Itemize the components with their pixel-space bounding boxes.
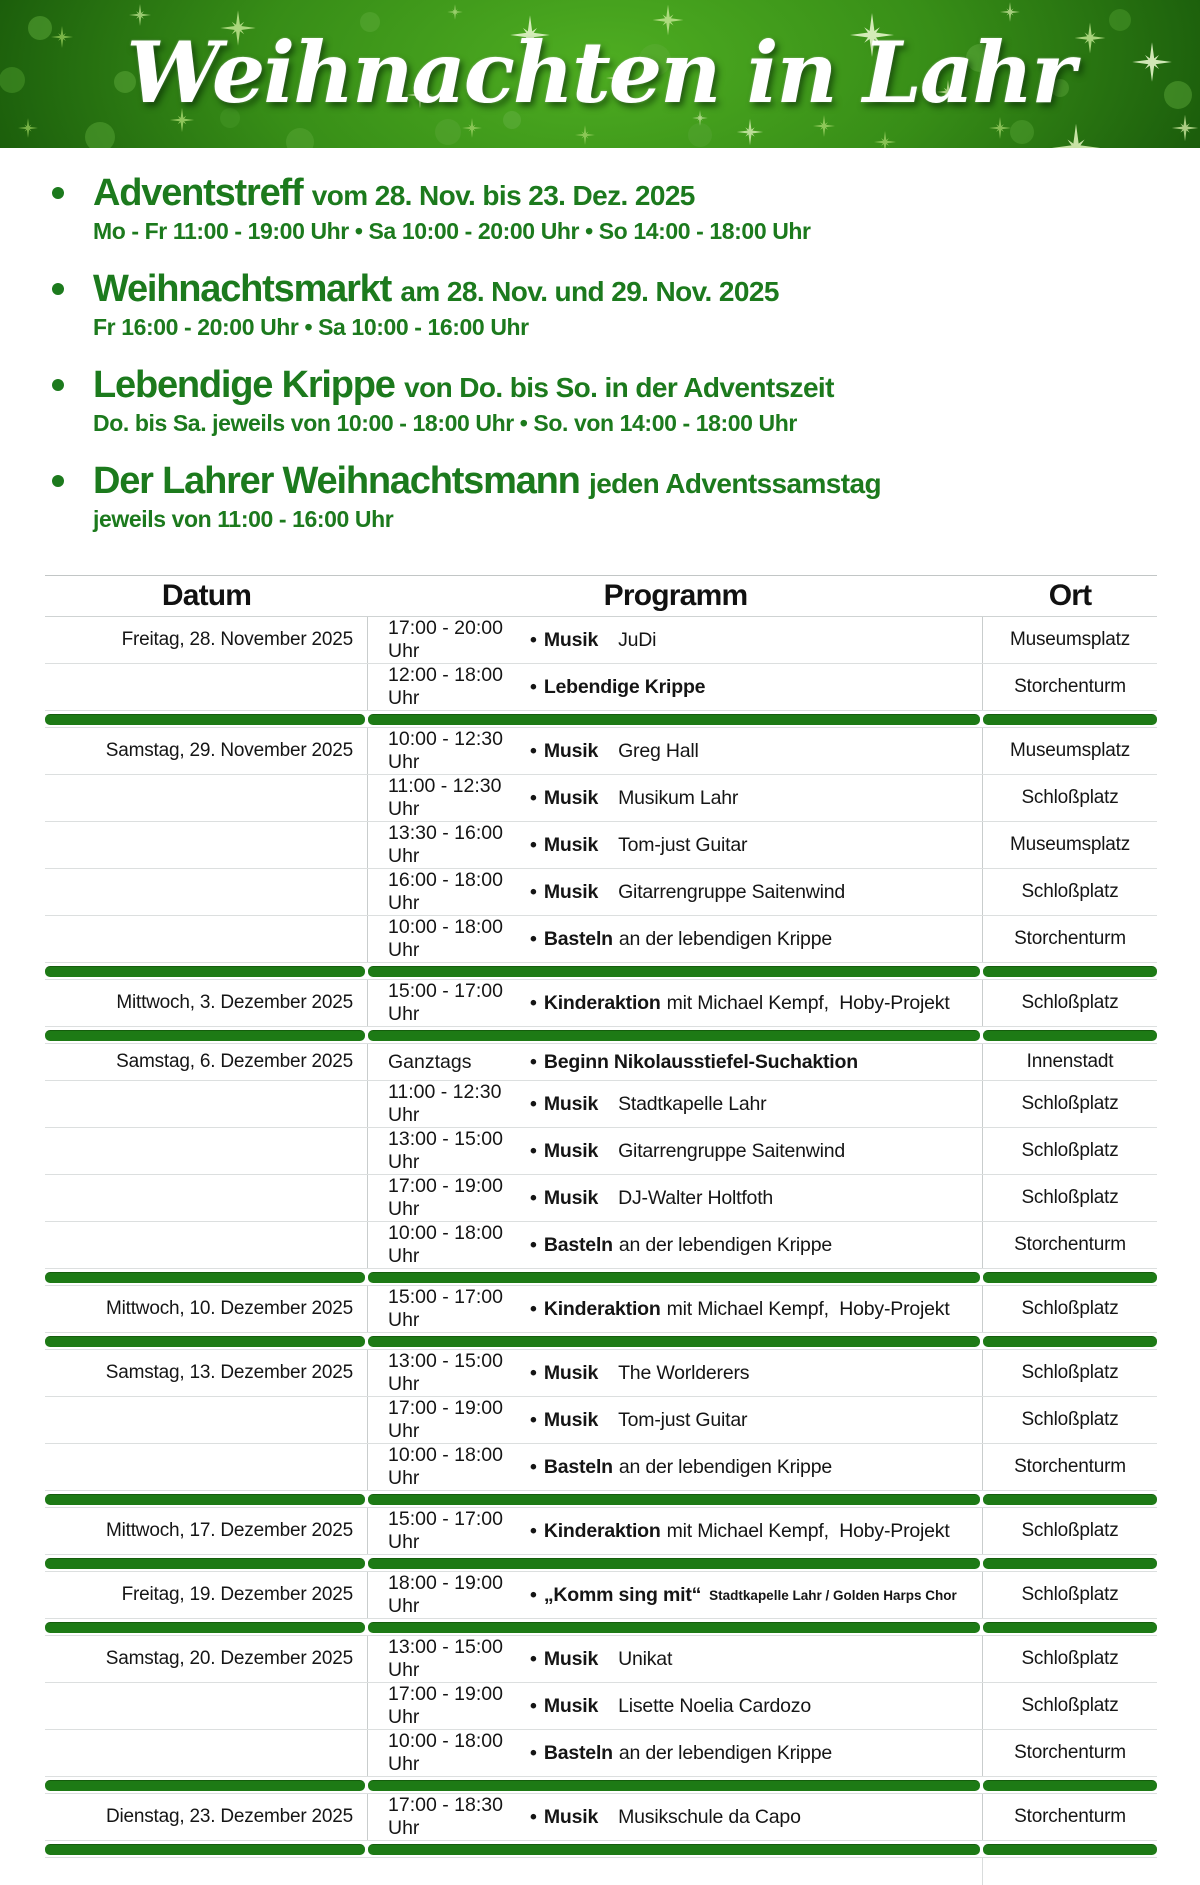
- table-row: [45, 1397, 1157, 1444]
- bullet-icon: •: [530, 1050, 537, 1073]
- date-cell: Freitag, 19. Dezember 2025: [45, 1572, 368, 1618]
- program-label: Basteln: [543, 1741, 613, 1764]
- program-detail: Lisette Noelia Cardozo: [618, 1694, 811, 1717]
- program-cell: [368, 1128, 983, 1174]
- program-detail: Gitarrengruppe Saitenwind: [618, 1139, 846, 1162]
- program-cell: [368, 617, 983, 663]
- ort-cell: Storchenturm: [1014, 1234, 1126, 1255]
- program-detail: Stadtkapelle Lahr: [618, 1092, 767, 1115]
- column-line-tail: [982, 1858, 983, 1885]
- table-row: [45, 1081, 1157, 1128]
- program-detail: Gitarrengruppe Saitenwind: [618, 880, 846, 903]
- intro-list: [52, 172, 1200, 534]
- program-label: Musik: [543, 1361, 599, 1384]
- bullet-icon: [52, 187, 64, 199]
- table-row: [45, 1794, 1157, 1841]
- event-daterange: jeden Adventssamstag: [589, 468, 881, 499]
- program-time: 11:00 - 12:30 Uhr: [388, 1081, 502, 1126]
- ort-cell: Schloßplatz: [1021, 1093, 1119, 1114]
- program-label: Kinderaktion: [543, 991, 661, 1014]
- bullet-icon: •: [530, 786, 537, 809]
- program-cell: [368, 1636, 983, 1682]
- program-time: 17:00 - 19:00 Uhr: [388, 1175, 503, 1220]
- ort-cell: Schloßplatz: [1021, 1362, 1119, 1383]
- table-row: [45, 980, 1157, 1027]
- ort-cell: Storchenturm: [1014, 1742, 1126, 1763]
- program-cell: [368, 775, 983, 821]
- program-detail: Tom-just Guitar: [618, 1408, 748, 1431]
- program-detail: JuDi: [618, 628, 657, 651]
- program-label: Beginn Nikolausstiefel-Suchaktion: [543, 1050, 858, 1073]
- bullet-icon: [52, 475, 64, 487]
- program-time: 13:00 - 15:00 Uhr: [388, 1128, 503, 1173]
- group-divider: [45, 1777, 1157, 1794]
- program-cell: [368, 1683, 983, 1729]
- date-cell: [45, 1175, 368, 1221]
- bullet-icon: •: [530, 1361, 537, 1384]
- date-cell: [45, 1397, 368, 1443]
- bullet-icon: [52, 283, 64, 295]
- ort-cell: Museumsplatz: [1009, 629, 1131, 650]
- date-cell: Mittwoch, 3. Dezember 2025: [45, 980, 368, 1026]
- program-time: 10:00 - 18:00 Uhr: [388, 1222, 503, 1267]
- program-time: 11:00 - 12:30 Uhr: [388, 775, 502, 820]
- ort-cell: Museumsplatz: [1009, 740, 1131, 761]
- event-times: Fr 16:00 - 20:00 Uhr • Sa 10:00 - 16:00 Uhr: [93, 314, 529, 340]
- table-row: [45, 1444, 1157, 1491]
- bullet-icon: [52, 379, 64, 391]
- bullet-icon: •: [530, 1519, 537, 1542]
- program-label: „Komm sing mit“: [543, 1583, 702, 1606]
- program-cell: [368, 1730, 983, 1776]
- date-cell: Dienstag, 23. Dezember 2025: [45, 1794, 368, 1840]
- program-label: Musik: [543, 739, 599, 762]
- event-title: Adventstreff: [93, 172, 312, 214]
- program-time: 15:00 - 17:00 Uhr: [388, 1508, 503, 1553]
- bullet-icon: •: [530, 833, 537, 856]
- program-detail: Musikschule da Capo: [618, 1805, 801, 1828]
- table-row: [45, 1286, 1157, 1333]
- program-cell: [368, 728, 983, 774]
- program-cell: [368, 1286, 983, 1332]
- group-divider: [45, 1333, 1157, 1350]
- table-row: [45, 1730, 1157, 1777]
- ort-cell: Schloßplatz: [1021, 1298, 1119, 1319]
- event-title: Der Lahrer Weihnachtsmann: [93, 460, 590, 502]
- table-row: [45, 822, 1157, 869]
- program-cell: [368, 1508, 983, 1554]
- program-time: 17:00 - 20:00 Uhr: [388, 617, 503, 662]
- bullet-icon: •: [530, 1694, 537, 1717]
- event-daterange: von Do. bis So. in der Adventszeit: [404, 372, 834, 403]
- program-cell: [368, 1397, 983, 1443]
- program-time: 17:00 - 19:00 Uhr: [388, 1397, 503, 1442]
- program-label: Basteln: [543, 1233, 613, 1256]
- bullet-icon: •: [530, 1092, 537, 1115]
- bullet-icon: •: [530, 927, 537, 950]
- program-cell: [368, 980, 983, 1026]
- table-row: [45, 1683, 1157, 1730]
- group-divider: [45, 1555, 1157, 1572]
- date-cell: Mittwoch, 10. Dezember 2025: [45, 1286, 368, 1332]
- program-cell: [368, 1222, 983, 1268]
- date-cell: [45, 1081, 368, 1127]
- program-time: 10:00 - 18:00 Uhr: [388, 1444, 503, 1489]
- group-divider: [45, 1619, 1157, 1636]
- bullet-icon: •: [530, 739, 537, 762]
- table-row: [45, 1636, 1157, 1683]
- date-cell: Samstag, 13. Dezember 2025: [45, 1350, 368, 1396]
- bullet-icon: •: [530, 1805, 537, 1828]
- group-divider: [45, 1027, 1157, 1044]
- group-divider: [45, 963, 1157, 980]
- ort-cell: Schloßplatz: [1021, 1695, 1119, 1716]
- program-detail: Musikum Lahr: [618, 786, 739, 809]
- program-time: 17:00 - 19:00 Uhr: [388, 1683, 503, 1728]
- program-label: Musik: [543, 628, 599, 651]
- date-cell: [45, 775, 368, 821]
- program-detail: an der lebendigen Krippe: [618, 927, 832, 950]
- program-label: Musik: [543, 880, 599, 903]
- bullet-icon: •: [530, 1408, 537, 1431]
- table-row: [45, 664, 1157, 711]
- bullet-icon: •: [530, 1455, 537, 1478]
- event-summary-item: [52, 268, 1200, 342]
- program-cell: [368, 664, 983, 710]
- page-title: Weihnachten in Lahr: [126, 23, 1074, 122]
- program-time: 10:00 - 18:00 Uhr: [388, 1730, 503, 1775]
- date-cell: [45, 1683, 368, 1729]
- ort-cell: Storchenturm: [1014, 676, 1126, 697]
- ort-cell: Schloßplatz: [1021, 1140, 1119, 1161]
- table-row: [45, 1128, 1157, 1175]
- program-detail: mit Michael Kempf, Hoby-Projekt: [666, 1297, 950, 1320]
- program-time: 18:00 - 19:00 Uhr: [388, 1572, 503, 1617]
- date-cell: [45, 1730, 368, 1776]
- program-detail: Tom-just Guitar: [618, 833, 748, 856]
- ort-cell: Storchenturm: [1014, 1806, 1126, 1827]
- date-cell: Freitag, 28. November 2025: [45, 617, 368, 663]
- date-cell: Samstag, 6. Dezember 2025: [45, 1044, 368, 1080]
- program-label: Musik: [543, 1092, 599, 1115]
- ort-cell: Schloßplatz: [1021, 1520, 1119, 1541]
- event-times: Do. bis Sa. jeweils von 10:00 - 18:00 Uhr • So. von 14:00 - 18:00 Uhr: [93, 410, 797, 436]
- date-cell: [45, 1222, 368, 1268]
- bullet-icon: •: [530, 1186, 537, 1209]
- program-cell: [368, 1081, 983, 1127]
- banner: [0, 0, 1200, 148]
- event-times: jeweils von 11:00 - 16:00 Uhr: [93, 506, 394, 532]
- program-time: 10:00 - 12:30 Uhr: [388, 728, 503, 773]
- table-row: [45, 1222, 1157, 1269]
- program-time: 10:00 - 18:00 Uhr: [388, 916, 503, 961]
- date-cell: [45, 1128, 368, 1174]
- column-header-datum: Datum: [161, 579, 252, 612]
- program-detail: an der lebendigen Krippe: [618, 1455, 832, 1478]
- group-divider: [45, 1269, 1157, 1286]
- program-cell: [368, 1794, 983, 1840]
- program-cell: [368, 1350, 983, 1396]
- program-detail: Greg Hall: [618, 739, 699, 762]
- program-label: Musik: [543, 1186, 599, 1209]
- date-cell: Samstag, 29. November 2025: [45, 728, 368, 774]
- program-time: 15:00 - 17:00 Uhr: [388, 1286, 503, 1331]
- table-row: [45, 916, 1157, 963]
- bullet-icon: •: [530, 1139, 537, 1162]
- bullet-icon: •: [530, 880, 537, 903]
- ort-cell: Schloßplatz: [1021, 1584, 1119, 1605]
- table-header-row: [45, 576, 1157, 617]
- table-row: [45, 775, 1157, 822]
- event-daterange: am 28. Nov. und 29. Nov. 2025: [400, 276, 779, 307]
- ort-cell: Schloßplatz: [1021, 992, 1119, 1013]
- bullet-icon: •: [530, 1583, 537, 1606]
- table-row: [45, 869, 1157, 916]
- ort-cell: Storchenturm: [1014, 928, 1126, 949]
- program-cell: [368, 869, 983, 915]
- program-time: 13:00 - 15:00 Uhr: [388, 1350, 503, 1395]
- date-cell: [45, 664, 368, 710]
- group-divider: [45, 711, 1157, 728]
- table-row: [45, 1350, 1157, 1397]
- program-detail: an der lebendigen Krippe: [618, 1741, 832, 1764]
- event-summary-item: [52, 460, 1200, 534]
- ort-cell: Innenstadt: [1026, 1051, 1114, 1072]
- program-cell: [368, 822, 983, 868]
- table-row: [45, 1175, 1157, 1222]
- table-row: [45, 1044, 1157, 1081]
- date-cell: [45, 1444, 368, 1490]
- bullet-icon: •: [530, 628, 537, 651]
- group-divider: [45, 1841, 1157, 1858]
- column-header-programm: Programm: [603, 579, 748, 612]
- program-label: Musik: [543, 1647, 599, 1670]
- date-cell: [45, 869, 368, 915]
- table-body: [45, 617, 1157, 1858]
- program-time: 17:00 - 18:30 Uhr: [388, 1794, 503, 1839]
- ort-cell: Schloßplatz: [1021, 881, 1119, 902]
- event-title: Lebendige Krippe: [93, 364, 405, 406]
- program-cell: [368, 1044, 983, 1080]
- program-label: Kinderaktion: [543, 1297, 661, 1320]
- program-label: Musik: [543, 1694, 599, 1717]
- program-label: Kinderaktion: [543, 1519, 661, 1542]
- ort-cell: Schloßplatz: [1021, 1187, 1119, 1208]
- date-cell: [45, 822, 368, 868]
- table-row: [45, 1508, 1157, 1555]
- program-time: 13:00 - 15:00 Uhr: [388, 1636, 503, 1681]
- bullet-icon: •: [530, 1741, 537, 1764]
- bullet-icon: •: [530, 1233, 537, 1256]
- program-time: 16:00 - 18:00 Uhr: [388, 869, 503, 914]
- ort-cell: Schloßplatz: [1021, 1648, 1119, 1669]
- schedule-table: [45, 575, 1157, 1858]
- program-time: 12:00 - 18:00 Uhr: [388, 664, 503, 709]
- table-row: [45, 728, 1157, 775]
- date-cell: [45, 916, 368, 962]
- program-label: Musik: [543, 1139, 599, 1162]
- event-daterange: vom 28. Nov. bis 23. Dez. 2025: [311, 180, 695, 211]
- ort-cell: Museumsplatz: [1009, 834, 1131, 855]
- program-detail: The Worlderers: [618, 1361, 750, 1384]
- program-detail: mit Michael Kempf, Hoby-Projekt: [666, 1519, 950, 1542]
- program-cell: [368, 1444, 983, 1490]
- program-label: Lebendige Krippe: [543, 675, 706, 698]
- ort-cell: Schloßplatz: [1021, 1409, 1119, 1430]
- group-divider: [45, 1491, 1157, 1508]
- table-row: [45, 617, 1157, 664]
- program-detail: DJ-Walter Holtfoth: [618, 1186, 774, 1209]
- bullet-icon: •: [530, 1647, 537, 1670]
- program-detail: an der lebendigen Krippe: [618, 1233, 832, 1256]
- program-time: Ganztags: [388, 1050, 472, 1073]
- program-cell: [368, 1175, 983, 1221]
- event-summary-item: [52, 172, 1200, 246]
- program-detail: mit Michael Kempf, Hoby-Projekt: [666, 991, 950, 1014]
- program-label: Musik: [543, 1805, 599, 1828]
- program-label: Musik: [543, 786, 599, 809]
- program-label: Musik: [543, 1408, 599, 1431]
- program-cell: [368, 916, 983, 962]
- ort-cell: Storchenturm: [1014, 1456, 1126, 1477]
- column-header-ort: Ort: [1048, 579, 1092, 612]
- program-cell: [368, 1572, 983, 1618]
- event-summary-item: [52, 364, 1200, 438]
- table-row: [45, 1572, 1157, 1619]
- bullet-icon: •: [530, 675, 537, 698]
- ort-cell: Schloßplatz: [1021, 787, 1119, 808]
- program-label: Basteln: [543, 927, 613, 950]
- bullet-icon: •: [530, 1297, 537, 1320]
- program-label: Basteln: [543, 1455, 613, 1478]
- program-detail: Unikat: [618, 1647, 673, 1670]
- program-label: Musik: [543, 833, 599, 856]
- program-time: 13:30 - 16:00 Uhr: [388, 822, 503, 867]
- event-title: Weihnachtsmarkt: [93, 268, 401, 310]
- bullet-icon: •: [530, 991, 537, 1014]
- program-label-small: Stadtkapelle Lahr / Golden Harps Chor: [709, 1587, 957, 1603]
- date-cell: Mittwoch, 17. Dezember 2025: [45, 1508, 368, 1554]
- program-time: 15:00 - 17:00 Uhr: [388, 980, 503, 1025]
- event-times: Mo - Fr 11:00 - 19:00 Uhr • Sa 10:00 - 20:00 Uhr • So 14:00 - 18:00 Uhr: [93, 218, 811, 244]
- date-cell: Samstag, 20. Dezember 2025: [45, 1636, 368, 1682]
